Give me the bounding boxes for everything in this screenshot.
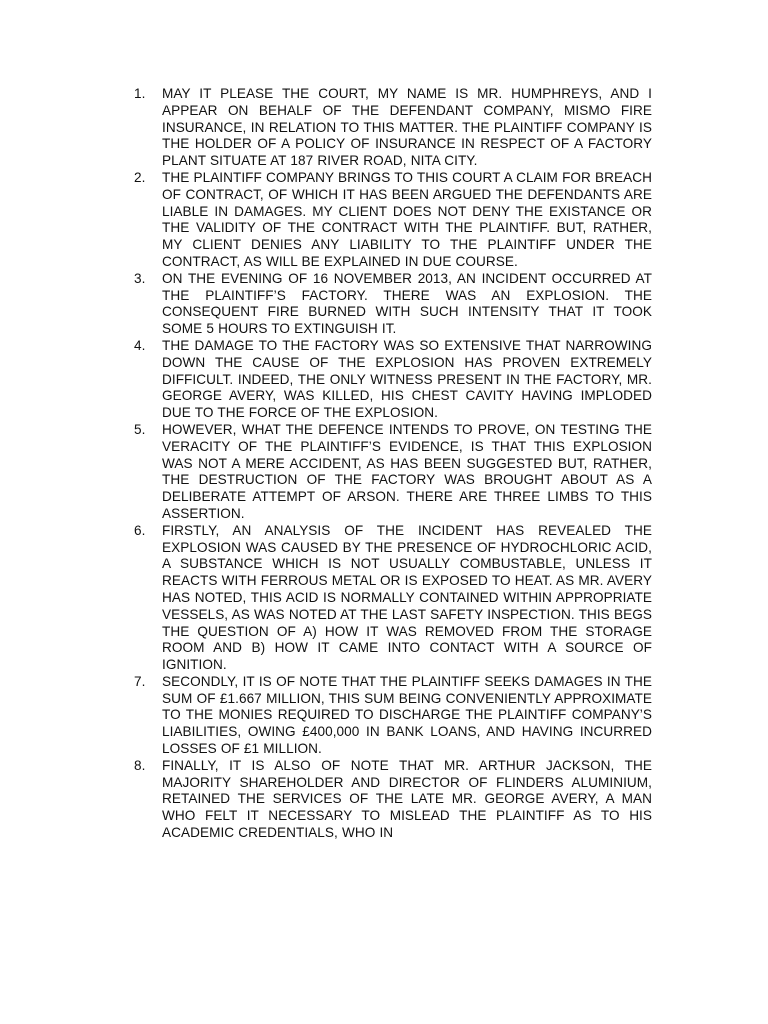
paragraph-5 bbox=[134, 422, 652, 523]
paragraph-number: 8. bbox=[134, 757, 146, 773]
paragraph-7 bbox=[134, 674, 652, 758]
paragraph-number: 6. bbox=[134, 522, 146, 538]
paragraph-1 bbox=[134, 86, 652, 170]
paragraph-number: 4. bbox=[134, 337, 146, 353]
paragraph-number: 1. bbox=[134, 86, 146, 101]
paragraph-number: 5. bbox=[134, 421, 146, 437]
paragraph-text: ON THE EVENING OF 16 NOVEMBER 2013, AN INCIDENT OCCURRED AT THE PLAINTIFF’S FACTORY. THERE WAS AN EXPLOSION. THE CONSEQUENT FIRE BURNED WITH SUCH INTENSITY THAT IT TOOK SOME 5 HOURS TO EXTINGUISH IT. bbox=[162, 270, 652, 337]
paragraph-6 bbox=[134, 523, 652, 674]
paragraph-number: 7. bbox=[134, 673, 146, 689]
paragraph-3 bbox=[134, 271, 652, 338]
paragraph-8 bbox=[134, 758, 652, 842]
paragraph-4 bbox=[134, 338, 652, 422]
paragraph-text: THE PLAINTIFF COMPANY BRINGS TO THIS COURT A CLAIM FOR BREACH OF CONTRACT, OF WHICH IT HAS BEEN ARGUED THE DEFENDANTS ARE LIABLE IN DAMAGES. MY CLIENT DOES NOT DENY THE EXISTANCE OR THE VALIDITY OF THE CONTRACT WITH THE PLAINTIFF. BUT, RATHER, MY CLIENT DENIES ANY LIABILITY TO THE PLAINTIFF UNDER THE CONTRACT, AS WILL BE EXPLAINED IN DUE COURSE. bbox=[162, 169, 652, 269]
paragraph-text: HOWEVER, WHAT THE DEFENCE INTENDS TO PROVE, ON TESTING THE VERACITY OF THE PLAINTIFF’S EVIDENCE, IS THAT THIS EXPLOSION WAS NOT A MERE ACCIDENT, AS HAS BEEN SUGGESTED BUT, RATHER, THE DESTRUCTION OF THE FACTORY WAS BROUGHT ABOUT AS A DELIBERATE ATTEMPT OF ARSON. THERE ARE THREE LIMBS TO THIS ASSERTION. bbox=[162, 421, 652, 521]
numbered-paragraph-list bbox=[134, 86, 652, 842]
paragraph-text: SECONDLY, IT IS OF NOTE THAT THE PLAINTIFF SEEKS DAMAGES IN THE SUM OF £1.667 MILLION, THIS SUM BEING CONVENIENTLY APPROXIMATE TO THE MONIES REQUIRED TO DISCHARGE THE PLAINTIFF COMPANY’S LIABILITIES, OWING £400,000 IN BANK LOANS, AND HAVING INCURRED LOSSES OF £1 MILLION. bbox=[162, 673, 652, 757]
paragraph-text: THE DAMAGE TO THE FACTORY WAS SO EXTENSIVE THAT NARROWING DOWN THE CAUSE OF THE EXPLOSION HAS PROVEN EXTREMELY DIFFICULT. INDEED, THE ONLY WITNESS PRESENT IN THE FACTORY, MR. GEORGE AVERY, WAS KILLED, HIS CHEST CAVITY HAVING IMPLODED DUE TO THE FORCE OF THE EXPLOSION. bbox=[162, 337, 652, 421]
paragraph-text: MAY IT PLEASE THE COURT, MY NAME IS MR. HUMPHREYS, AND I APPEAR ON BEHALF OF THE DEFENDANT COMPANY, MISMO FIRE INSURANCE, IN RELATION TO THIS MATTER. THE PLAINTIFF COMPANY IS THE HOLDER OF A POLICY OF INSURANCE IN RESPECT OF A FACTORY PLANT SITUATE AT 187 RIVER ROAD, NITA CITY. bbox=[162, 86, 652, 169]
paragraph-2 bbox=[134, 170, 652, 271]
paragraph-text: FINALLY, IT IS ALSO OF NOTE THAT MR. ARTHUR JACKSON, THE MAJORITY SHAREHOLDER AND DIRECTOR OF FLINDERS ALUMINIUM, RETAINED THE SERVICES OF THE LATE MR. GEORGE AVERY, A MAN WHO FELT IT NECESSARY TO MISLEAD THE PLAINTIFF AS TO HIS ACADEMIC CREDENTIALS, WHO IN bbox=[162, 757, 652, 841]
paragraph-number: 2. bbox=[134, 169, 146, 185]
paragraph-number: 3. bbox=[134, 270, 146, 286]
paragraph-text: FIRSTLY, AN ANALYSIS OF THE INCIDENT HAS REVEALED THE EXPLOSION WAS CAUSED BY THE PRESENCE OF HYDROCHLORIC ACID, A SUBSTANCE WHICH IS NOT USUALLY COMBUSTABLE, UNLESS IT REACTS WITH FERROUS METAL OR IS EXPOSED TO HEAT. AS MR. AVERY HAS NOTED, THIS ACID IS NORMALLY CONTAINED WITHIN APPROPRIATE VESSELS, AS WAS NOTED AT THE LAST SAFETY INSPECTION. THIS BEGS THE QUESTION OF A) HOW IT WAS REMOVED FROM THE STORAGE ROOM AND B) HOW IT CAME INTO CONTACT WITH A SOURCE OF IGNITION. bbox=[162, 522, 652, 673]
